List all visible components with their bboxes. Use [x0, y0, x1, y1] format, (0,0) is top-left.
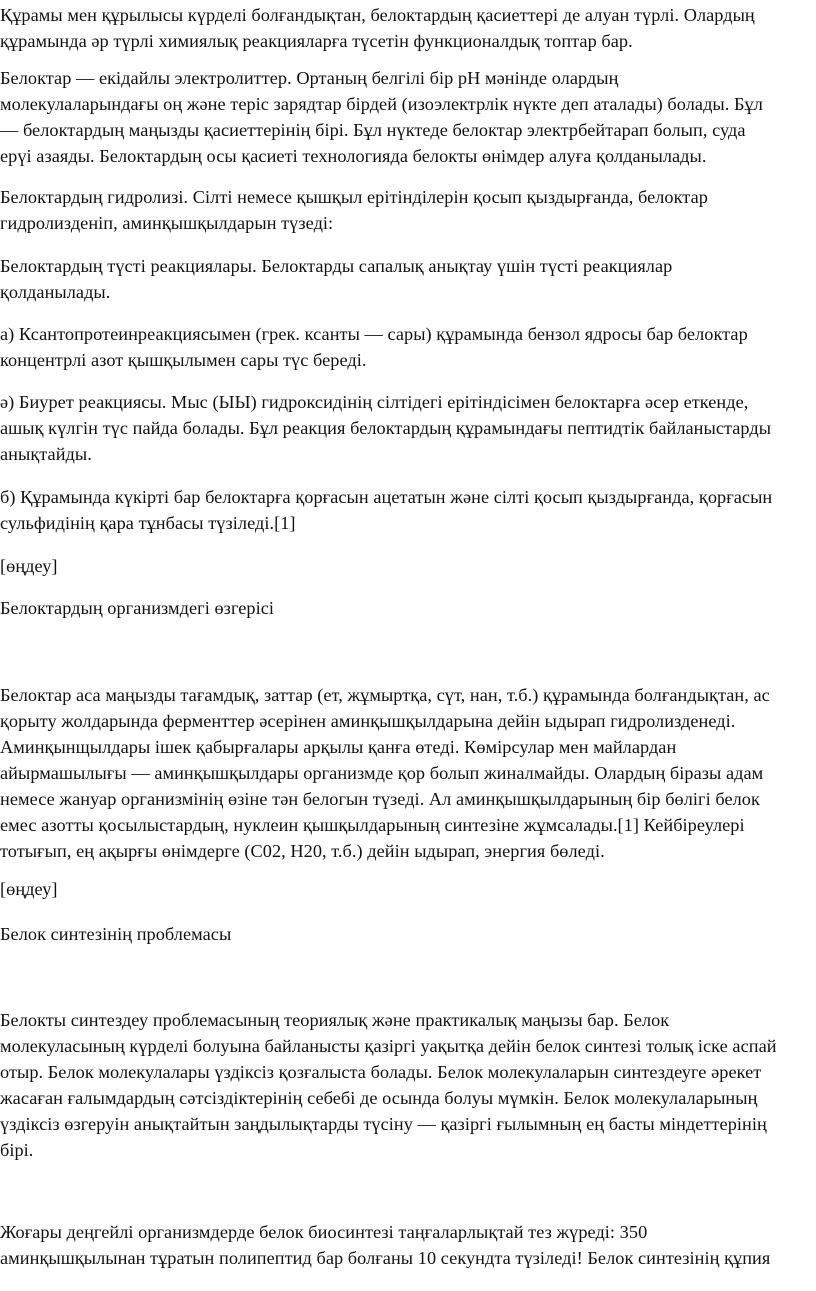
paragraph-sulfur-reaction: [0, 484, 816, 536]
text-line: концентрлі азот қышқылымен сары түс береді.: [0, 350, 367, 370]
text-line: сульфидінің қара тұнбасы түзіледі.[1]: [0, 513, 296, 533]
text-line: Белоктардың түсті реакциялары. Белоктарды сапалық анықтау үшін түсті реакциялар: [0, 256, 673, 276]
text-line: отыр. Белок молекулалары үздіксіз қозғалыста болады. Белок молекулаларын синтездеуге әрекет: [0, 1062, 762, 1082]
text-line: бірі.: [0, 1140, 34, 1160]
paragraph-biosynthesis-speed: [0, 1219, 816, 1271]
text-line: Белокты синтездеу проблемасының теориялық және практикалық маңызы бар. Белок: [0, 1010, 670, 1030]
text-line: молекуласының күрделі болуына байланысты қазіргі уақытқа дейін белок синтезі толық іске аспай: [0, 1036, 777, 1056]
paragraph-protein-metabolism: [0, 682, 816, 864]
text-line: Аминқынщылдары ішек қабырғалары арқылы қанға өтеді. Көмірсулар мен майлардан: [0, 737, 677, 757]
text-line: емес азотты қосылыстардың, нуклеин қышқылдарының синтезіне жұмсалады.[1] Кейбіреулері: [0, 815, 745, 835]
edit-link[interactable]: [0, 876, 816, 902]
text-line: ерүі азаяды. Белоктардың осы қасиеті технологияда белокты өнімдер алуға қолданылады.: [0, 146, 707, 166]
text-line: Белоктардың гидролизі. Сілті немесе қышқыл ерітінділерін қосып қыздырғанда, белоктар: [0, 187, 708, 207]
text-line: үздіксіз өзгеруін анықтайтын заңдылықтарды түсіну — қазіргі ғылымның ең басты міндеттерінің: [0, 1114, 767, 1134]
text-line: немесе жануар организмінің өзіне тән белогын түзеді. Ал аминқышқылдарының бір бөлігі белок: [0, 789, 760, 809]
section-heading-text: Белок синтезінің проблемасы: [0, 924, 232, 944]
paragraph-biuret-reaction: [0, 389, 816, 467]
text-line: б) Құрамында күкірті бар белоктарға қорғасын ацетатын және сілті қосып қыздырғанда, қорғасын: [0, 487, 773, 507]
edit-link-label[interactable]: [өңдеу]: [0, 556, 58, 576]
text-line: айырмашылығы — аминқышқылдары организмде қор болып жиналмайды. Олардың біразы адам: [0, 763, 764, 783]
text-line: жасаған ғалымдардың сәтсіздіктерінің себебі де осында болуы мүмкін. Белок молекулаларының: [0, 1088, 758, 1108]
edit-link[interactable]: [0, 553, 816, 579]
text-line: — белоктардың маңызды қасиеттерінің бірі. Бұл нүктеде белоктар электрбейтарап болып, суда: [0, 120, 746, 140]
text-line: ә) Биурет реакциясы. Мыс (ЫЫ) гидроксидінің сілтідегі ерітіндісімен белоктарға әсер еткенде,: [0, 392, 749, 412]
paragraph-hydrolysis: [0, 184, 816, 236]
text-line: құрамында әр түрлі химиялық реакцияларға түсетін функционалдық топтар бар.: [0, 31, 633, 51]
text-line: Белоктар — екідайлы электролиттер. Ортаның белгілі бір рН мәнінде олардың: [0, 68, 619, 88]
text-line: аминқышқылынан тұратын полипептид бар болғаны 10 секундта түзіледі! Белок синтезінің құпия: [0, 1248, 771, 1268]
text-line: анықтайды.: [0, 444, 92, 464]
text-line: молекулаларындағы оң және теріс зарядтар бірдей (изоэлектрлік нүкте деп аталады) болады. Бұл: [0, 94, 763, 114]
paragraph-xanthoprotein: [0, 321, 816, 373]
text-line: тотығып, ең ақырғы өнімдерге (С02, Н20, т.б.) дейін ыдырап, энергия бөледі.: [0, 841, 605, 861]
text-line: Жоғары деңгейлі организмдерде белок биосинтезі таңғаларлықтай тез жүреді: 350: [0, 1222, 648, 1242]
edit-link-label[interactable]: [өңдеу]: [0, 879, 58, 899]
section-heading-protein-synthesis: [0, 921, 816, 947]
paragraph-color-reactions: [0, 253, 816, 305]
text-line: қорыту жолдарында ферменттер әсерінен аминқышқылдарына дейін ыдырап гидролизденеді.: [0, 711, 736, 731]
text-line: Белоктар аса маңызды тағамдық, заттар (ет, жұмыртқа, сүт, нан, т.б.) құрамында болғандықтан, ас: [0, 685, 770, 705]
paragraph-amphoteric-electrolytes: [0, 65, 816, 169]
paragraph-synthesis-problem: [0, 1007, 816, 1163]
text-line: Құрамы мен құрылысы күрделі болғандықтан, белоктардың қасиеттері де алуан түрлі. Олардың: [0, 5, 755, 25]
text-line: а) Ксантопротеинреакциясымен (грек. ксанты — сары) құрамында бензол ядросы бар белоктар: [0, 324, 748, 344]
text-line: қолданылады.: [0, 282, 111, 302]
section-heading-text: Белоктардың организмдегі өзгерісі: [0, 598, 275, 618]
section-heading-protein-changes: [0, 595, 816, 621]
paragraph-protein-properties-intro: [0, 2, 816, 54]
text-line: гидролизденіп, аминқышқылдарын түзеді:: [0, 213, 334, 233]
text-line: ашық күлгін түс пайда болады. Бұл реакция белоктардың құрамындағы пептидтік байланыстарды: [0, 418, 772, 438]
